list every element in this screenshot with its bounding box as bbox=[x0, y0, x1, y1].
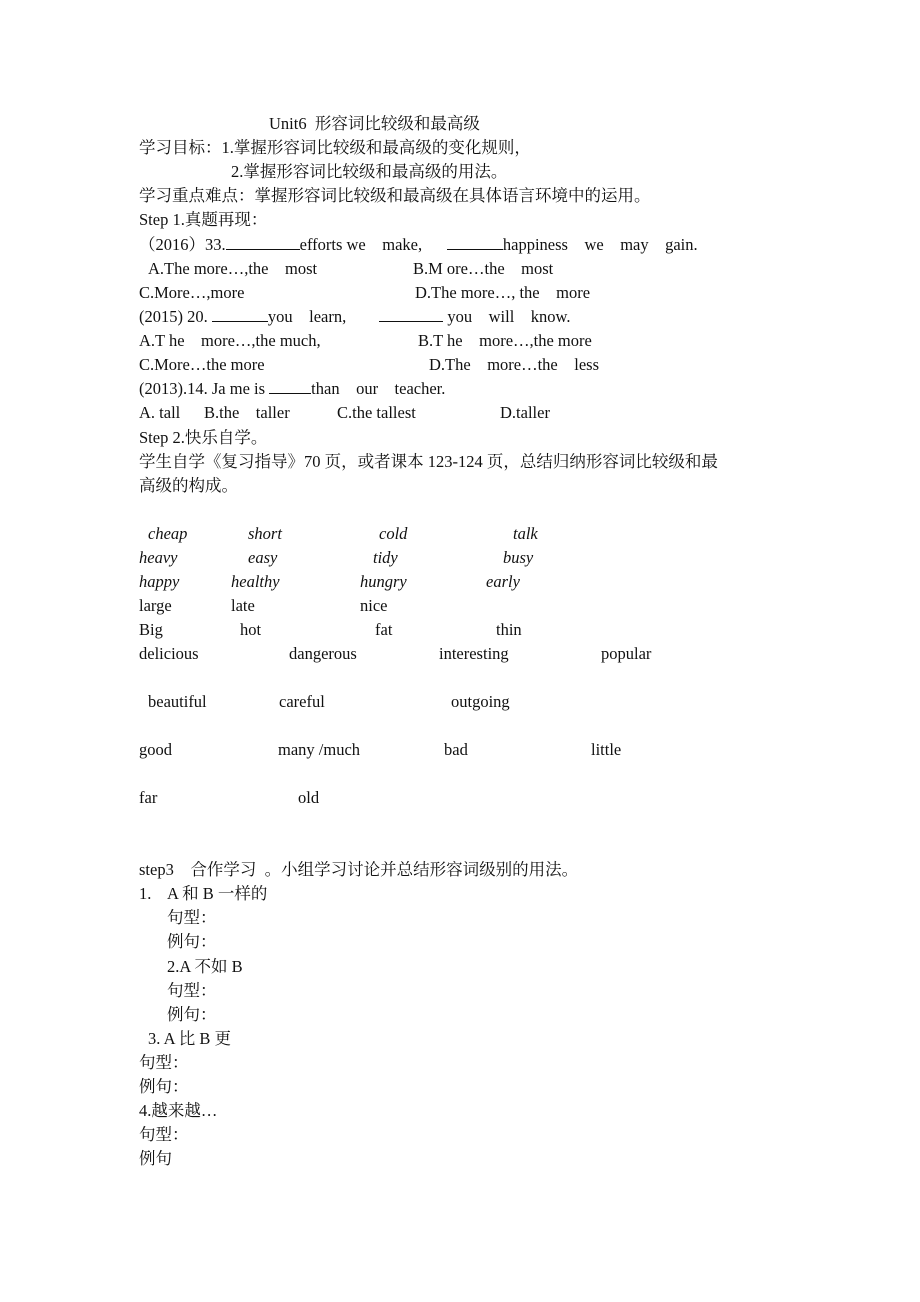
word: interesting bbox=[439, 644, 509, 663]
question-2016 bbox=[139, 235, 698, 255]
word: cold bbox=[379, 524, 408, 543]
word: large bbox=[139, 596, 172, 615]
question-2016-number: （2016）33. bbox=[139, 235, 226, 254]
word: nice bbox=[360, 596, 388, 615]
option-b: B.the taller bbox=[204, 403, 290, 422]
option-b: B.M ore…the most bbox=[413, 259, 554, 278]
step2-instruction-1: 学生自学《复习指导》70 页，或者课本 123-124 页，总结归纳形容词比较级和最 bbox=[139, 452, 718, 471]
option-b: B.T he more…,the more bbox=[418, 331, 592, 350]
answer-blank bbox=[212, 307, 268, 322]
step3-item3-title: 3. A 比 B 更 bbox=[148, 1029, 231, 1048]
step3-heading: step3 合作学习 。小组学习讨论并总结形容词级别的用法。 bbox=[139, 860, 579, 879]
answer-blank bbox=[379, 307, 443, 322]
step3-item4-example: 例句 bbox=[139, 1149, 172, 1168]
objective-2: 2.掌握形容词比较级和最高级的用法。 bbox=[231, 162, 508, 181]
word: thin bbox=[496, 620, 522, 639]
word: cheap bbox=[148, 524, 188, 543]
word: good bbox=[139, 740, 172, 759]
question-2015 bbox=[139, 307, 571, 327]
question-2015-text-2: you will know. bbox=[447, 307, 571, 326]
objectives-line-1 bbox=[139, 138, 531, 158]
objective-1: 1.掌握形容词比较级和最高级的变化规则， bbox=[221, 138, 531, 157]
word: short bbox=[248, 524, 282, 543]
answer-blank bbox=[269, 379, 311, 394]
key-points: 学习重点难点：掌握形容词比较级和最高级在具体语言环境中的运用。 bbox=[139, 186, 651, 205]
question-2013-text: than our teacher. bbox=[311, 379, 446, 398]
step3-item4-pattern: 句型： bbox=[139, 1125, 189, 1144]
step3-item1-example: 例句： bbox=[167, 932, 217, 951]
word: beautiful bbox=[148, 692, 207, 711]
word: hot bbox=[240, 620, 262, 639]
word: outgoing bbox=[451, 692, 510, 711]
word: bad bbox=[444, 740, 468, 759]
step3-item4-title: 4.越来越… bbox=[139, 1101, 218, 1120]
option-a: A.The more…,the most bbox=[148, 259, 318, 278]
step3-item2-title: 2.A 不如 B bbox=[167, 957, 243, 976]
word: tidy bbox=[373, 548, 398, 567]
answer-blank bbox=[226, 235, 300, 250]
step3-item1-pattern: 句型： bbox=[167, 908, 217, 927]
word: many /much bbox=[278, 740, 361, 759]
word: careful bbox=[279, 692, 325, 711]
question-2016-text-1: efforts we make, bbox=[299, 235, 423, 254]
word: happy bbox=[139, 572, 180, 591]
option-c: C.the tallest bbox=[337, 403, 416, 422]
answer-blank bbox=[447, 235, 503, 250]
option-d: D.The more…the less bbox=[429, 355, 600, 374]
word: heavy bbox=[139, 548, 178, 567]
word: busy bbox=[503, 548, 534, 567]
word: hungry bbox=[360, 572, 407, 591]
question-2015-number: (2015) 20. bbox=[139, 307, 208, 326]
word: fat bbox=[375, 620, 393, 639]
option-d: D.taller bbox=[500, 403, 550, 422]
option-a: A. tall bbox=[139, 403, 181, 422]
question-2016-text-2: happiness we may gain. bbox=[502, 235, 698, 254]
word: Big bbox=[139, 620, 163, 639]
step3-item2-example: 例句： bbox=[167, 1005, 217, 1024]
question-2015-text-1: you learn, bbox=[267, 307, 347, 326]
step2-heading: Step 2.快乐自学。 bbox=[139, 428, 268, 447]
step1-heading: Step 1.真题再现： bbox=[139, 210, 268, 229]
question-2013 bbox=[139, 379, 445, 399]
word: little bbox=[591, 740, 622, 759]
word: far bbox=[139, 788, 158, 807]
step3-item3-pattern: 句型： bbox=[139, 1053, 189, 1072]
option-a: A.T he more…,the much, bbox=[139, 331, 321, 350]
step3-item2-pattern: 句型： bbox=[167, 981, 217, 1000]
option-c: C.More…the more bbox=[139, 355, 265, 374]
word: late bbox=[231, 596, 255, 615]
word: popular bbox=[601, 644, 652, 663]
word: early bbox=[486, 572, 520, 591]
option-d: D.The more…, the more bbox=[415, 283, 591, 302]
word: healthy bbox=[231, 572, 280, 591]
word: talk bbox=[513, 524, 538, 543]
word: old bbox=[298, 788, 320, 807]
document-title: Unit6 形容词比较级和最高级 bbox=[269, 114, 480, 133]
word: easy bbox=[248, 548, 278, 567]
option-c: C.More…,more bbox=[139, 283, 245, 302]
step3-item3-example: 例句： bbox=[139, 1077, 189, 1096]
objectives-label: 学习目标： bbox=[139, 138, 222, 157]
word: delicious bbox=[139, 644, 199, 663]
step3-item1-title: 1. A 和 B 一样的 bbox=[139, 884, 268, 903]
word: dangerous bbox=[289, 644, 357, 663]
step2-instruction-2: 高级的构成。 bbox=[139, 476, 238, 495]
question-2013-number: (2013).14. Ja me is bbox=[139, 379, 266, 398]
